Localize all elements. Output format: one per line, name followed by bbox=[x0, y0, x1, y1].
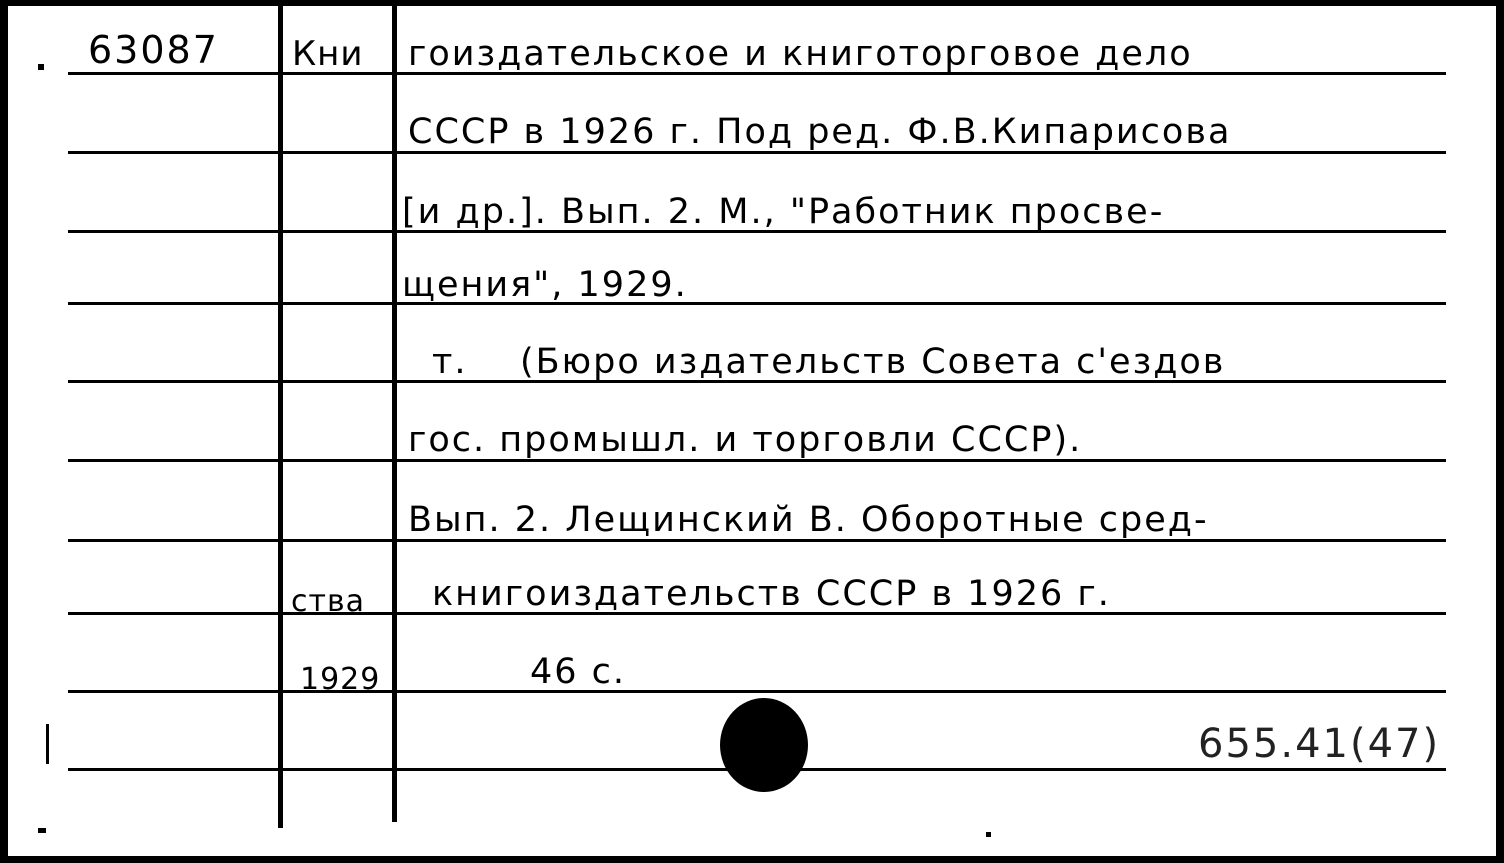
catalog-card bbox=[8, 6, 1496, 856]
scan-speck bbox=[46, 724, 49, 764]
heading-fragment: Кни bbox=[292, 34, 364, 74]
card-text-line: 46 с. bbox=[530, 652, 627, 692]
card-text-line: СССР в 1926 г. Под ред. Ф.В.Кипарисова bbox=[408, 112, 1232, 152]
column-divider-right bbox=[392, 6, 397, 822]
punch-hole bbox=[720, 698, 808, 792]
column-divider-left bbox=[278, 6, 283, 828]
classification-number: 655.41(47) bbox=[1198, 721, 1441, 767]
scan-speck bbox=[38, 64, 44, 70]
ruled-line bbox=[68, 302, 1446, 305]
card-text-line: книгоиздательств СССР в 1926 г. bbox=[432, 574, 1111, 614]
card-text-line: щения", 1929. bbox=[402, 265, 688, 305]
left-column-year: 1929 bbox=[300, 662, 381, 697]
ruled-line bbox=[68, 690, 1446, 693]
accession-number: 63087 bbox=[88, 28, 219, 72]
card-text-line: гоиздательское и книготорговое дело bbox=[408, 34, 1193, 74]
card-text-line: т. (Бюро издательств Совета с'ездов bbox=[432, 342, 1226, 382]
card-text-line: [и др.]. Вып. 2. М., "Работник просве- bbox=[402, 192, 1165, 232]
left-column-fragment-line8: ства bbox=[291, 584, 366, 619]
scan-speck bbox=[986, 832, 991, 837]
card-text-line: Вып. 2. Лещинский В. Оборотные сред- bbox=[408, 500, 1209, 540]
scan-speck bbox=[38, 828, 46, 833]
card-text-line: гос. промышл. и торговли СССР). bbox=[408, 420, 1083, 460]
